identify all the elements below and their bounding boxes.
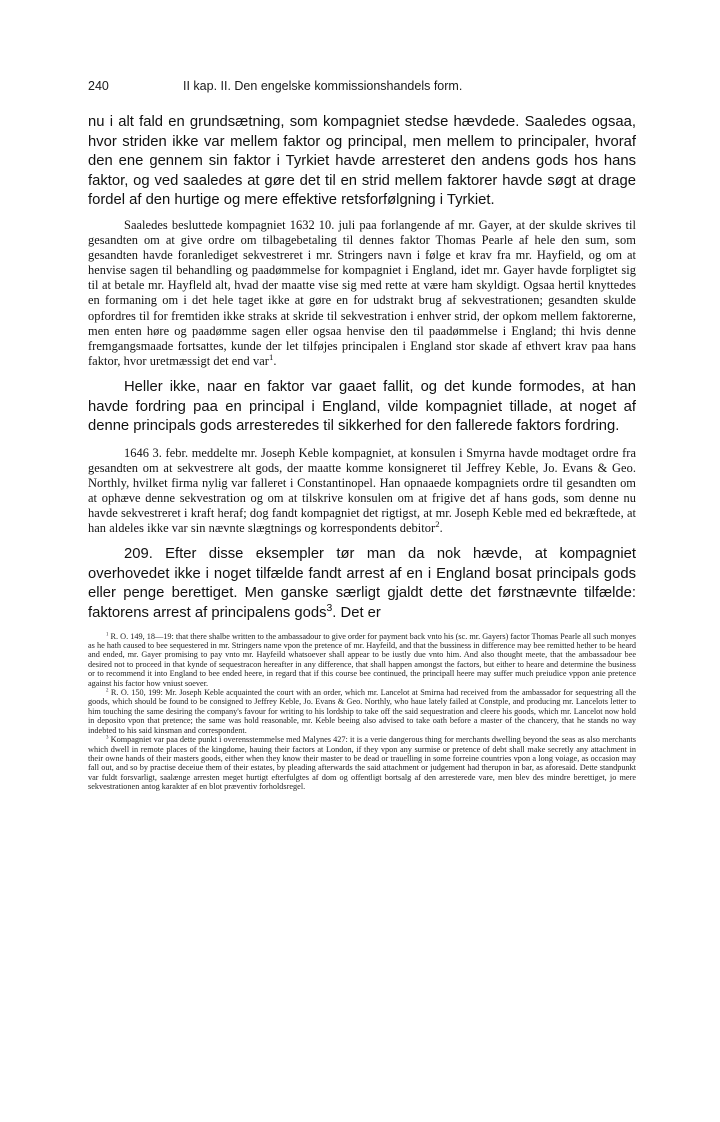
footnote-ref: 1: [268, 351, 274, 362]
page-body: [88, 113, 636, 792]
paragraph-text: Saaledes besluttede kompagniet 1632 10. juli paa forlangende af mr. Gayer, at der skulde skrives til gesandten om at give ordre om tilbagebetaling til dennes faktor Thomas Pearle af hele den sum, som gesandten havde foranlediget sekvestreret i mr. Stringers navn i følge et krav fra mr. Hayfield, og om at henvise sagen til behandling og paadømmelse for kompagniet i England, idet mr. Gayer havde forpligtet sig til at betale mr. Hayfleld alt, hvad der maatte vise sig med rette at være ham skyldigt. Ogsaa hertil knyttedes en formaning om i det hele taget ikke at gøre en for udstrakt brug af sekvestrationen; gesandten skulde opfordres til for fremtiden ikke straks at skride til sekvestration i enhver strid, der opkom mellem faktorerne, men enten høre og paadømme sagen eller ogsaa henvise den til paadømmelse i England; thi hvis denne fremgangsmaade fortsattes, kunde der let tilføjes principalen i England stor skade af ethvert krav paa hans faktor, hvor uretmæssigt det end var: [88, 217, 636, 368]
paragraph-text: Det er: [336, 605, 381, 622]
page-number: 240: [88, 79, 109, 93]
footnote-mark: 3: [106, 735, 109, 741]
running-title: II kap. II. Den engelske kommissionshandels form.: [183, 79, 463, 93]
footnote-mark: 1: [106, 631, 109, 637]
footnote-2: [88, 688, 636, 735]
footnote-ref: 3: [326, 603, 333, 615]
paragraph-text: nu i alt fald en grundsætning, som kompagniet stedse hævdede. Saaledes ogsaa, hvor striden ikke var mellem faktor og principal, men mellem to principaler, hvoraf den ene gennem sin faktor i Tyrkiet havde arresteret den andens gods hos hans faktor, og ved saaledes at gøre det til en strid mellem faktorer havde søgt at drage fordel af den hurtige og mere effektive retsforfølgning i Tyrkiet.: [88, 114, 636, 209]
footnote-1: [88, 632, 636, 688]
footnote-text: R. O. 149, 18—19: that there shalbe written to the ambassadour to give order for payment back vnto his (sc. mr. Gayers) factor Thomas Pearle all such monyes as he hath caused to bee sequestered in mr. Stringers name vpon the pretence of mr. Hayfeild, and that the bussiness in difference may bee remitted hether to be heard and ended, mr. Gayer promising to pay vnto mr. Hayfeild whatsoever shall appear to be iustly due vnto him. And also thought meete, that the ambassadour bee desired not to proceed in that kynde of sequestracon hereafter in any difference, that shall happen amongst the factors, but either to heare and determine the business or to recommend it into England to bee ended heere, in regard that if this course bee continued, the principall heere may suffer much preiudice vppon anie pretence against his factor how vniust soever.: [88, 631, 637, 688]
paragraph-heller-ikke: [88, 378, 636, 437]
paragraph-text: Heller ikke, naar en faktor var gaaet fallit, og det kunde formodes, at han havde fordring paa en principal i England, vilde kompagniet tillade, at noget af denne principals gods arresteredes til sikkerhed for den fallerede faktors fordring.: [88, 378, 636, 435]
paragraph-example-1646: 1646 3. febr. meddelte mr. Joseph Keble kompagniet, at konsulen i Smyrna havde modtaget ordre fra gesandten om at sekvestrere alt gods, der maatte komme konsigneret til Jeffrey Keble, Jo. Evans & Geo. Northly, hvilket firma nylig var falleret i Constantinopel. Han opnaaede kompagniets ordre til gesandten om at ophæve denne sekvestration og om at tilskrive konsulen om at frigive det af hans gods, som denne nu havde sekvestreret i kraft heraf; dog fandt kompagniet det rigtigst, at mr. Joseph Keble med ed bekræftede, at han aldeles ikke var sin nævnte slægtnings og korrespondents debitor$^2$.: [88, 445, 636, 536]
paragraph-continuation: [88, 113, 636, 211]
footnote-3: [88, 735, 636, 791]
paragraph-text: 209. Efter disse eksempler tør man da nok hævde, at kompagniet overhovedet ikke i noget tilfælde fandt arrest af en i England bosat principals gods eller penge berettiget. Men ganske særligt gjaldt dette det førstnævnte tilfælde: faktorens arrest af principalens gods: [88, 546, 636, 622]
footnote-mark: 2: [106, 688, 109, 694]
footnote-text: Kompagniet var paa dette punkt i overensstemmelse med Malynes 427: it is a verie dangerous thing for merchants dwelling beyond the seas as also merchants which dwell in remote places of the kingdome, hauing their factors at London, if they vpon any surmise or pretence of debt shall make secretly any attachment in their owne hands of their masters goods, either when they know their master to be dead or trauelling in some forreine countries vpon a long voiage, as occasion may fall out, and so by practise deceiue them of their estates, by pleading afterwards the said attachment or judgement had therupon in bar, as aforesaid. Dette standpunkt var fuldt forsvarligt, saalænge arresten meget hurtigt efterfulgtes af dom og offentligt bortsalg af den arresterede vare, men blev des mindre berettiget, jo mere sekvestrationen antog karakter af en blot præventiv forholdsregel.: [88, 735, 636, 792]
footnote-ref: 2: [435, 519, 440, 530]
paragraph-text: 1646 3. febr. meddelte mr. Joseph Keble kompagniet, at konsulen i Smyrna havde modtaget ordre fra gesandten om at sekvestrere alt gods, der maatte komme konsigneret til Jeffrey Keble, Jo. Evans & Geo. Northly, hvilket firma nylig var falleret i Constantinopel. Han opnaaede kompagniets ordre til gesandten om at ophæve denne sekvestration og om at tilskrive konsulen om at frigive det af hans gods, som denne nu havde sekvestreret i kraft heraf; dog fandt kompagniet det rigtigst, at mr. Joseph Keble med ed bekræftede, at han aldeles ikke var sin nævnte slægtnings og korrespondents debitor: [88, 445, 636, 536]
footnotes: [88, 632, 636, 792]
footnote-text: R. O. 150, 199: Mr. Joseph Keble acquainted the court with an order, which mr. Lancelot at Smirna had received from the ambassador for sequestring all the goods, which should be found to be consigned to Jeffrey Keble, Jo. Evans & Geo. Northly, who haue lately failed at Constple, and producing mr. Lancelots letter to him touching the same desiring the company's favour for writing to his lordship to take off the said sequestration and cleere his goods, which mr. Lancelot now hold in deposito vpon that pretence; the same was hold reasonable, mr. Keble beeing also advised to take oath before a master of the chancery, that he stands no way indebted to his said kinsman and correspondent.: [88, 688, 637, 735]
paragraph-section-209: 209. Efter disse eksempler tør man da nok hævde, at kompagniet overhovedet ikke i noget tilfælde fandt arrest af en i England bosat principals gods eller penge berettiget. Men ganske særligt gjaldt dette det førstnævnte tilfælde: faktorens arrest af principalens gods$^3$. Det er: [88, 546, 636, 622]
paragraph-example-1632: Saaledes besluttede kompagniet 1632 10. juli paa forlangende af mr. Gayer, at der skulde skrives til gesandten om at give ordre om tilbagebetaling til dennes faktor Thomas Pearle af hele den sum, som gesandten havde foranlediget sekvestreret i mr. Stringers navn i følge et krav fra mr. Hayfield, og om at henvise sagen til behandling og paadømmelse for kompagniet i England, idet mr. Gayer havde forpligtet sig til at betale mr. Hayfleld alt, hvad der maatte vise sig med rette at være ham skyldigt. Ogsaa hertil knyttedes en formaning om i det hele taget ikke at gøre en for udstrakt brug af sekvestrationen; gesandten skulde opfordres til for fremtiden ikke straks at skride til sekvestration i enhver strid, der opkom mellem faktorerne, men enten høre og paadømme sagen eller ogsaa henvise den til paadømmelse i England; thi hvis denne fremgangsmaade fortsattes, kunde der let tilføjes principalen i England stor skade af ethvert krav paa hans faktor, hvor uretmæssigt det end var$^1$.: [88, 217, 636, 368]
